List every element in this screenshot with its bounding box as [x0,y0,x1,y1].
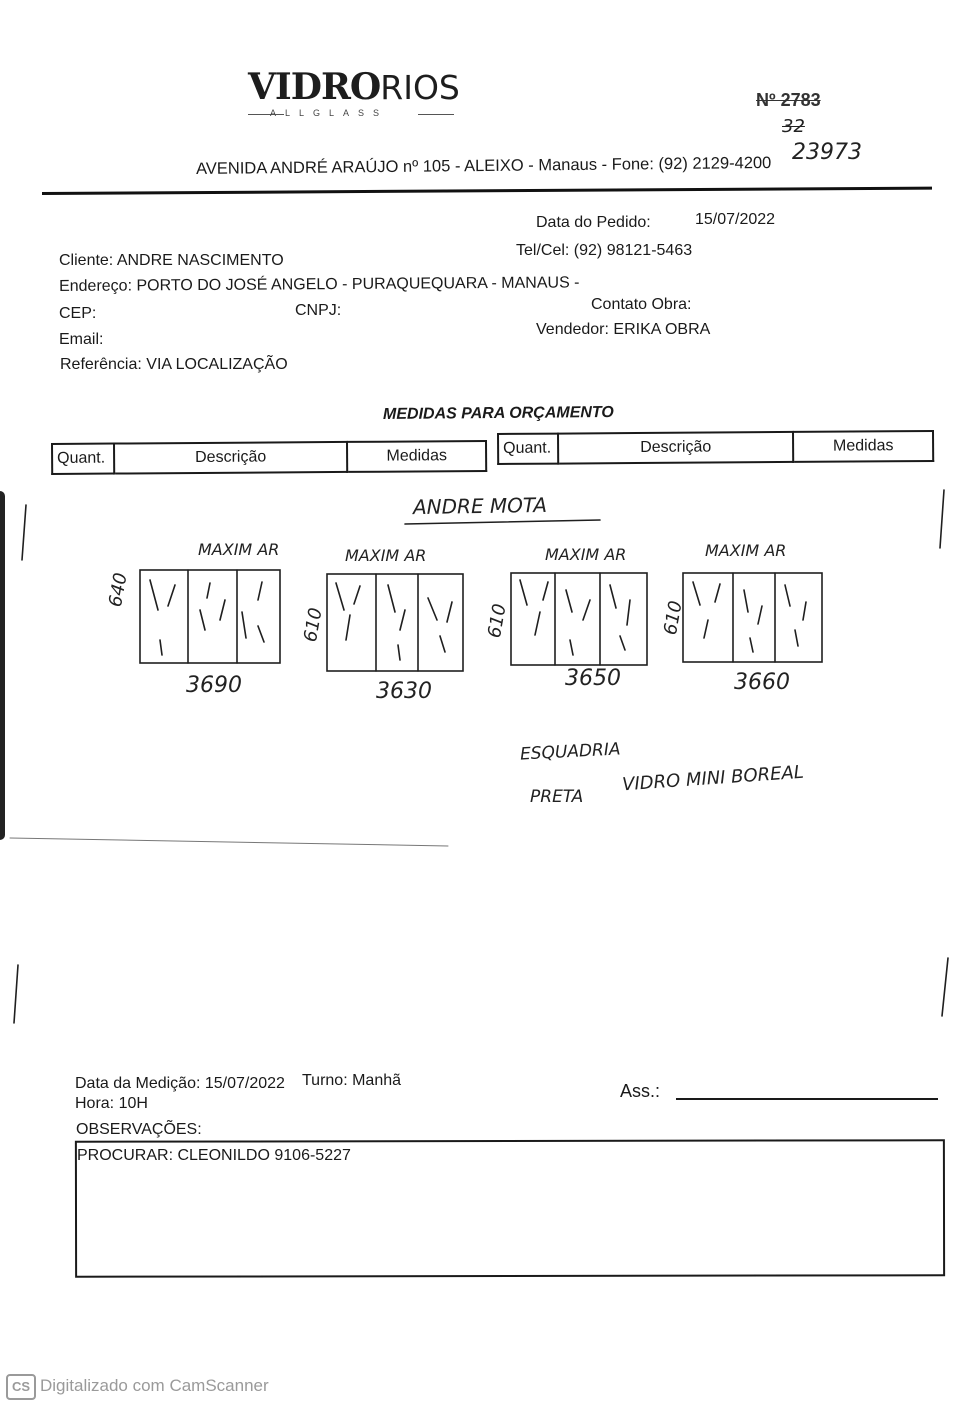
window-3-height: 610 [484,602,511,640]
header-quant: Quant. [52,444,114,474]
window-1-width: 3690 [186,673,242,698]
contact-label: Contato Obra: [591,296,692,313]
measurement-date: Data da Medição: 15/07/2022 [75,1075,285,1092]
header-description: Descrição [114,442,347,474]
order-number-struck: Nº 2783 [756,90,821,110]
scan-line [10,838,448,846]
observations-label: OBSERVAÇÕES: [76,1121,202,1138]
camscanner-badge: CS [6,1374,36,1400]
email-label: Email: [59,331,104,348]
window-sketch-2 [327,574,463,671]
color-note: PRETA [530,787,584,807]
window-2-width: 3630 [376,679,432,704]
window-4-label: MAXIM AR [705,541,787,560]
header-quant-2: Quant. [498,434,558,464]
observations-text: PROCURAR: CLEONILDO 9106-5227 [77,1147,351,1164]
measurement-hour: Hora: 10H [75,1095,148,1112]
client-name: Cliente: ANDRE NASCIMENTO [59,252,284,269]
window-4-width: 3660 [734,670,790,695]
window-2-height: 610 [300,606,327,644]
company-address: AVENIDA ANDRÉ ARAÚJO nº 105 - ALEIXO - Manaus - Fone: (92) 2129-4200 [196,153,772,178]
cep-label: CEP: [59,305,97,322]
reference: Referência: VIA LOCALIZAÇÃO [60,356,288,373]
sketch-title: ANDRE MOTA [412,492,548,520]
window-4-height: 610 [660,599,687,637]
frame-note: ESQUADRIA [519,739,621,765]
margin-mark [22,505,26,560]
margin-mark [942,958,948,1016]
window-sketch-1 [140,570,280,663]
margin-mark [940,490,944,548]
order-date-value: 15/07/2022 [695,211,776,228]
margin-mark [14,965,18,1023]
header-measures: Medidas [347,441,486,472]
signature-line [676,1098,938,1100]
window-1-label: MAXIM AR [198,540,280,559]
camscanner-footer: Digitalizado com CamScanner [40,1376,269,1395]
window-1-height: 640 [105,571,132,609]
header-measures-2: Medidas [793,431,933,462]
signature-label: Ass.: [620,1081,661,1101]
logo-text: VIDRORIOS [248,66,460,108]
window-sketch-3 [511,573,647,665]
header-description-2: Descrição [558,432,794,464]
window-sketch-4 [683,573,822,662]
client-phone: Tel/Cel: (92) 98121-5463 [516,242,693,259]
section-title: MEDIDAS PARA ORÇAMENTO [382,403,614,424]
glass-note: VIDRO MINI BOREAL [621,761,805,796]
window-3-label: MAXIM AR [545,545,627,564]
cnpj-label: CNPJ: [295,302,342,319]
window-3-width: 3650 [565,666,621,691]
measurement-shift: Turno: Manhã [302,1072,402,1089]
handwritten-small-number: 32 [782,116,805,137]
title-underline [405,520,600,524]
handwritten-order-number: 23973 [792,140,862,165]
order-date-label: Data do Pedido: [536,214,651,231]
client-address: Endereço: PORTO DO JOSÉ ANGELO - PURAQUEQUARA - MANAUS - [59,274,580,295]
seller-name: Vendedor: ERIKA OBRA [536,321,711,338]
window-2-label: MAXIM AR [345,546,427,565]
logo-subtitle: ALLGLASS [270,108,389,118]
